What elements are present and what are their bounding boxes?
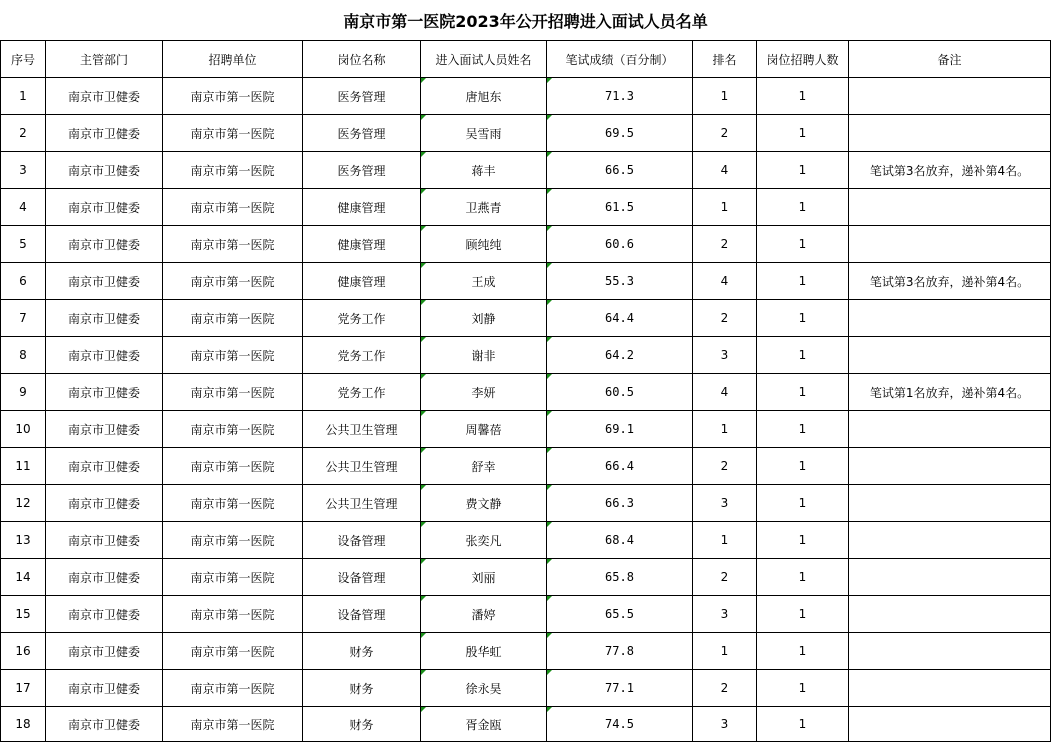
cell-department[interactable]: 南京市卫健委 (46, 596, 163, 633)
cell-employer[interactable]: 南京市第一医院 (163, 115, 303, 152)
table-row (1, 559, 1051, 596)
cell-employer[interactable]: 南京市第一医院 (163, 411, 303, 448)
cell-employer[interactable]: 南京市第一医院 (163, 263, 303, 300)
cell-position[interactable]: 党务工作 (303, 374, 421, 411)
cell-rank[interactable]: 2 (693, 559, 757, 596)
cell-index[interactable]: 18 (1, 707, 46, 742)
cell-department[interactable]: 南京市卫健委 (46, 337, 163, 374)
cell-employer[interactable]: 南京市第一医院 (163, 152, 303, 189)
cell-score[interactable]: 66.3 (547, 485, 693, 522)
cell-index[interactable]: 5 (1, 226, 46, 263)
cell-candidate[interactable]: 王成 (421, 263, 547, 300)
cell-rank[interactable]: 2 (693, 226, 757, 263)
table-row (1, 152, 1051, 189)
cell-employer[interactable]: 南京市第一医院 (163, 633, 303, 670)
cell-department[interactable]: 南京市卫健委 (46, 411, 163, 448)
cell-score[interactable]: 66.5 (547, 152, 693, 189)
cell-rank[interactable]: 4 (693, 374, 757, 411)
cell-department[interactable]: 南京市卫健委 (46, 300, 163, 337)
cell-remark[interactable] (849, 411, 1051, 448)
cell-candidate[interactable]: 费文静 (421, 485, 547, 522)
table-row (1, 115, 1051, 152)
cell-index[interactable]: 7 (1, 300, 46, 337)
cell-candidate[interactable]: 徐永昊 (421, 670, 547, 707)
cell-candidate[interactable]: 李妍 (421, 374, 547, 411)
cell-rank[interactable]: 1 (693, 189, 757, 226)
cell-position[interactable]: 设备管理 (303, 596, 421, 633)
table-row (1, 411, 1051, 448)
cell-candidate[interactable]: 殷华虹 (421, 633, 547, 670)
cell-openings[interactable]: 1 (757, 485, 849, 522)
cell-candidate[interactable]: 卫燕青 (421, 189, 547, 226)
cell-candidate[interactable]: 胥金瓯 (421, 707, 547, 742)
table-row (1, 337, 1051, 374)
cell-score[interactable]: 65.8 (547, 559, 693, 596)
table-row (1, 300, 1051, 337)
cell-position[interactable]: 财务 (303, 633, 421, 670)
cell-openings[interactable]: 1 (757, 78, 849, 115)
cell-department[interactable]: 南京市卫健委 (46, 78, 163, 115)
cell-index[interactable]: 8 (1, 337, 46, 374)
cell-candidate[interactable]: 蒋丰 (421, 152, 547, 189)
cell-department[interactable]: 南京市卫健委 (46, 485, 163, 522)
cell-score[interactable]: 60.6 (547, 226, 693, 263)
cell-remark[interactable] (849, 337, 1051, 374)
cell-score[interactable]: 68.4 (547, 522, 693, 559)
cell-index[interactable]: 17 (1, 670, 46, 707)
cell-score[interactable]: 69.5 (547, 115, 693, 152)
cell-openings[interactable]: 1 (757, 263, 849, 300)
table-row (1, 226, 1051, 263)
cell-openings[interactable]: 1 (757, 115, 849, 152)
cell-score[interactable]: 77.8 (547, 633, 693, 670)
table-row (1, 485, 1051, 522)
cell-candidate[interactable]: 吴雪雨 (421, 115, 547, 152)
cell-position[interactable]: 医务管理 (303, 115, 421, 152)
cell-openings[interactable]: 1 (757, 226, 849, 263)
cell-remark[interactable]: 笔试第3名放弃，递补第4名。 (849, 152, 1051, 189)
cell-rank[interactable]: 3 (693, 337, 757, 374)
cell-score[interactable]: 77.1 (547, 670, 693, 707)
header-cell-employer[interactable]: 招聘单位 (163, 41, 303, 78)
header-cell-score[interactable]: 笔试成绩（百分制） (547, 41, 693, 78)
header-cell-rank[interactable]: 排名 (693, 41, 757, 78)
cell-remark[interactable] (849, 522, 1051, 559)
table-row (1, 596, 1051, 633)
cell-index[interactable]: 4 (1, 189, 46, 226)
cell-index[interactable]: 3 (1, 152, 46, 189)
cell-openings[interactable]: 1 (757, 374, 849, 411)
cell-position[interactable]: 财务 (303, 707, 421, 742)
cell-index[interactable]: 9 (1, 374, 46, 411)
cell-position[interactable]: 党务工作 (303, 300, 421, 337)
cell-employer[interactable]: 南京市第一医院 (163, 337, 303, 374)
cell-index[interactable]: 15 (1, 596, 46, 633)
cell-remark[interactable]: 笔试第1名放弃，递补第4名。 (849, 374, 1051, 411)
cell-department[interactable]: 南京市卫健委 (46, 226, 163, 263)
cell-remark[interactable] (849, 115, 1051, 152)
cell-employer[interactable]: 南京市第一医院 (163, 707, 303, 742)
cell-employer[interactable]: 南京市第一医院 (163, 448, 303, 485)
cell-candidate[interactable]: 顾纯纯 (421, 226, 547, 263)
cell-rank[interactable]: 2 (693, 448, 757, 485)
cell-rank[interactable]: 2 (693, 115, 757, 152)
cell-position[interactable]: 设备管理 (303, 522, 421, 559)
header-cell-department[interactable]: 主管部门 (46, 41, 163, 78)
cell-rank[interactable]: 1 (693, 633, 757, 670)
cell-candidate[interactable]: 刘静 (421, 300, 547, 337)
cell-remark[interactable] (849, 670, 1051, 707)
table-row (1, 78, 1051, 115)
header-cell-position[interactable]: 岗位名称 (303, 41, 421, 78)
cell-rank[interactable]: 3 (693, 707, 757, 742)
cell-score[interactable]: 55.3 (547, 263, 693, 300)
table-row (1, 448, 1051, 485)
cell-remark[interactable] (849, 559, 1051, 596)
cell-index[interactable]: 14 (1, 559, 46, 596)
cell-remark[interactable] (849, 633, 1051, 670)
cell-department[interactable]: 南京市卫健委 (46, 152, 163, 189)
table-row (1, 522, 1051, 559)
table-row (1, 189, 1051, 226)
header-cell-index[interactable]: 序号 (1, 41, 46, 78)
cell-rank[interactable]: 1 (693, 411, 757, 448)
cell-candidate[interactable]: 舒幸 (421, 448, 547, 485)
cell-openings[interactable]: 1 (757, 448, 849, 485)
cell-candidate[interactable]: 潘婷 (421, 596, 547, 633)
cell-index[interactable]: 10 (1, 411, 46, 448)
cell-openings[interactable]: 1 (757, 522, 849, 559)
cell-openings[interactable]: 1 (757, 152, 849, 189)
cell-position[interactable]: 医务管理 (303, 152, 421, 189)
cell-position[interactable]: 公共卫生管理 (303, 448, 421, 485)
cell-department[interactable]: 南京市卫健委 (46, 522, 163, 559)
cell-rank[interactable]: 1 (693, 78, 757, 115)
cell-rank[interactable]: 3 (693, 485, 757, 522)
cell-openings[interactable]: 1 (757, 707, 849, 742)
cell-department[interactable]: 南京市卫健委 (46, 448, 163, 485)
table-row (1, 707, 1051, 742)
cell-candidate[interactable]: 唐旭东 (421, 78, 547, 115)
cell-remark[interactable] (849, 448, 1051, 485)
cell-score[interactable]: 64.2 (547, 337, 693, 374)
cell-index[interactable]: 2 (1, 115, 46, 152)
cell-employer[interactable]: 南京市第一医院 (163, 670, 303, 707)
cell-rank[interactable]: 4 (693, 263, 757, 300)
cell-openings[interactable]: 1 (757, 633, 849, 670)
cell-department[interactable]: 南京市卫健委 (46, 670, 163, 707)
cell-position[interactable]: 健康管理 (303, 226, 421, 263)
cell-employer[interactable]: 南京市第一医院 (163, 226, 303, 263)
cell-rank[interactable]: 2 (693, 670, 757, 707)
cell-department[interactable]: 南京市卫健委 (46, 633, 163, 670)
cell-score[interactable]: 64.4 (547, 300, 693, 337)
cell-candidate[interactable]: 周馨蓓 (421, 411, 547, 448)
cell-candidate[interactable]: 谢非 (421, 337, 547, 374)
cell-index[interactable]: 16 (1, 633, 46, 670)
cell-score[interactable]: 71.3 (547, 78, 693, 115)
cell-employer[interactable]: 南京市第一医院 (163, 485, 303, 522)
cell-candidate[interactable]: 刘丽 (421, 559, 547, 596)
cell-index[interactable]: 6 (1, 263, 46, 300)
interview-list-table (0, 40, 1051, 742)
cell-score[interactable]: 66.4 (547, 448, 693, 485)
cell-rank[interactable]: 3 (693, 596, 757, 633)
cell-openings[interactable]: 1 (757, 189, 849, 226)
cell-position[interactable]: 党务工作 (303, 337, 421, 374)
header-cell-remark[interactable]: 备注 (849, 41, 1051, 78)
header-cell-openings[interactable]: 岗位招聘人数 (757, 41, 849, 78)
cell-openings[interactable]: 1 (757, 559, 849, 596)
cell-remark[interactable] (849, 485, 1051, 522)
cell-remark[interactable] (849, 78, 1051, 115)
cell-position[interactable]: 公共卫生管理 (303, 485, 421, 522)
cell-openings[interactable]: 1 (757, 596, 849, 633)
cell-openings[interactable]: 1 (757, 300, 849, 337)
cell-position[interactable]: 医务管理 (303, 78, 421, 115)
cell-department[interactable]: 南京市卫健委 (46, 263, 163, 300)
sheet-title: 南京市第一医院2023年公开招聘进入面试人员名单 (0, 0, 1051, 41)
cell-employer[interactable]: 南京市第一医院 (163, 189, 303, 226)
cell-remark[interactable] (849, 226, 1051, 263)
cell-department[interactable]: 南京市卫健委 (46, 374, 163, 411)
cell-position[interactable]: 健康管理 (303, 263, 421, 300)
cell-position[interactable]: 健康管理 (303, 189, 421, 226)
table-body (1, 78, 1051, 742)
cell-openings[interactable]: 1 (757, 411, 849, 448)
cell-openings[interactable]: 1 (757, 337, 849, 374)
cell-position[interactable]: 财务 (303, 670, 421, 707)
cell-department[interactable]: 南京市卫健委 (46, 115, 163, 152)
cell-employer[interactable]: 南京市第一医院 (163, 559, 303, 596)
cell-index[interactable]: 11 (1, 448, 46, 485)
cell-position[interactable]: 公共卫生管理 (303, 411, 421, 448)
table-row (1, 374, 1051, 411)
cell-index[interactable]: 1 (1, 78, 46, 115)
cell-remark[interactable] (849, 596, 1051, 633)
cell-remark[interactable] (849, 189, 1051, 226)
cell-rank[interactable]: 2 (693, 300, 757, 337)
header-row (1, 41, 1051, 78)
cell-employer[interactable]: 南京市第一医院 (163, 78, 303, 115)
cell-employer[interactable]: 南京市第一医院 (163, 374, 303, 411)
cell-department[interactable]: 南京市卫健委 (46, 189, 163, 226)
cell-score[interactable]: 74.5 (547, 707, 693, 742)
cell-department[interactable]: 南京市卫健委 (46, 707, 163, 742)
header-cell-candidate[interactable]: 进入面试人员姓名 (421, 41, 547, 78)
table-row (1, 670, 1051, 707)
cell-position[interactable]: 设备管理 (303, 559, 421, 596)
table-row (1, 263, 1051, 300)
cell-department[interactable]: 南京市卫健委 (46, 559, 163, 596)
cell-employer[interactable]: 南京市第一医院 (163, 596, 303, 633)
cell-score[interactable]: 61.5 (547, 189, 693, 226)
cell-score[interactable]: 65.5 (547, 596, 693, 633)
cell-remark[interactable]: 笔试第3名放弃，递补第4名。 (849, 263, 1051, 300)
cell-rank[interactable]: 4 (693, 152, 757, 189)
cell-index[interactable]: 13 (1, 522, 46, 559)
cell-index[interactable]: 12 (1, 485, 46, 522)
cell-remark[interactable] (849, 300, 1051, 337)
cell-remark[interactable] (849, 707, 1051, 742)
cell-rank[interactable]: 1 (693, 522, 757, 559)
cell-score[interactable]: 60.5 (547, 374, 693, 411)
cell-employer[interactable]: 南京市第一医院 (163, 522, 303, 559)
cell-candidate[interactable]: 张奕凡 (421, 522, 547, 559)
cell-openings[interactable]: 1 (757, 670, 849, 707)
cell-employer[interactable]: 南京市第一医院 (163, 300, 303, 337)
cell-score[interactable]: 69.1 (547, 411, 693, 448)
table-row (1, 633, 1051, 670)
